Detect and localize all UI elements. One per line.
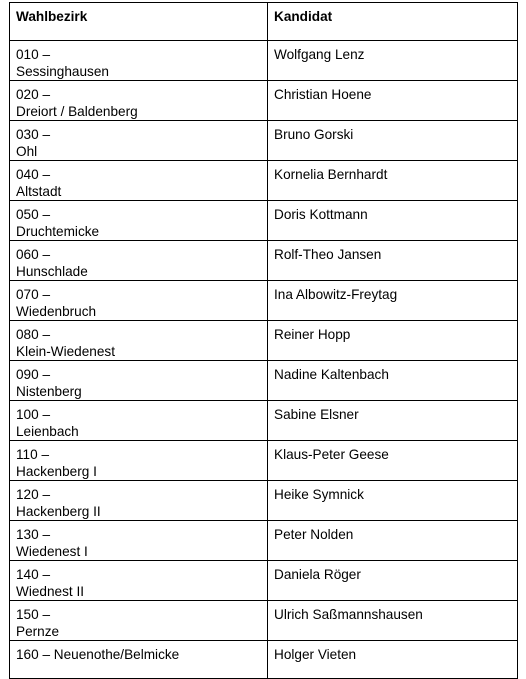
candidate-cell: Nadine Kaltenbach bbox=[268, 361, 518, 401]
candidate-table bbox=[9, 2, 518, 679]
candidate-cell: Holger Vieten bbox=[268, 641, 518, 679]
district-name: Nistenberg bbox=[16, 384, 82, 399]
district-cell bbox=[10, 241, 268, 281]
district-code: 110 – bbox=[16, 447, 50, 462]
table-row bbox=[10, 121, 518, 161]
table-row bbox=[10, 81, 518, 121]
district-code: 080 – bbox=[16, 327, 51, 342]
table-row bbox=[10, 281, 518, 321]
district-code: 040 – bbox=[16, 167, 51, 182]
table-row bbox=[10, 41, 518, 81]
district-code: 150 – bbox=[16, 607, 51, 622]
district-code: 100 – bbox=[16, 407, 51, 422]
district-name: Leienbach bbox=[16, 424, 79, 439]
table-row bbox=[10, 441, 518, 481]
table-row bbox=[10, 361, 518, 401]
candidate-cell: Ulrich Saßmannshausen bbox=[268, 601, 518, 641]
district-cell bbox=[10, 481, 268, 521]
district-cell bbox=[10, 561, 268, 601]
candidate-cell: Bruno Gorski bbox=[268, 121, 518, 161]
district-name: Ohl bbox=[16, 144, 38, 159]
district-code: 070 – bbox=[16, 287, 51, 302]
district-code: 090 – bbox=[16, 367, 51, 382]
district-name: Hunschlade bbox=[16, 264, 88, 279]
district-code: 010 – bbox=[16, 47, 51, 62]
district-name: Druchtemicke bbox=[16, 224, 100, 239]
district-cell bbox=[10, 41, 268, 81]
candidate-cell: Wolfgang Lenz bbox=[268, 41, 518, 81]
candidate-cell: Peter Nolden bbox=[268, 521, 518, 561]
district-cell bbox=[10, 201, 268, 241]
district-name: Klein-Wiedenest bbox=[16, 344, 115, 359]
district-code: 060 – bbox=[16, 247, 51, 262]
district-name: Wiedenbruch bbox=[16, 304, 97, 319]
district-cell bbox=[10, 521, 268, 561]
district-cell bbox=[10, 281, 268, 321]
candidate-cell: Kornelia Bernhardt bbox=[268, 161, 518, 201]
district-cell bbox=[10, 321, 268, 361]
candidate-cell: Klaus-Peter Geese bbox=[268, 441, 518, 481]
district-code: 140 – bbox=[16, 567, 51, 582]
district-code: 120 – bbox=[16, 487, 51, 502]
district-name: Hackenberg I bbox=[16, 464, 97, 479]
table-row bbox=[10, 521, 518, 561]
district-cell bbox=[10, 81, 268, 121]
header-wahlbezirk: Wahlbezirk bbox=[10, 3, 268, 41]
header-kandidat: Kandidat bbox=[268, 3, 518, 41]
candidate-cell: Daniela Röger bbox=[268, 561, 518, 601]
candidate-cell: Doris Kottmann bbox=[268, 201, 518, 241]
district-cell bbox=[10, 641, 268, 679]
candidate-cell: Reiner Hopp bbox=[268, 321, 518, 361]
district-cell bbox=[10, 161, 268, 201]
district-code: 030 – bbox=[16, 127, 51, 142]
district-cell bbox=[10, 121, 268, 161]
candidate-cell: Ina Albowitz-Freytag bbox=[268, 281, 518, 321]
district-cell bbox=[10, 361, 268, 401]
table-row bbox=[10, 161, 518, 201]
district-name: Wiednest II bbox=[16, 584, 84, 599]
district-cell bbox=[10, 601, 268, 641]
district-cell bbox=[10, 401, 268, 441]
table-row bbox=[10, 401, 518, 441]
table-row bbox=[10, 601, 518, 641]
district-code: 160 – Neuenothe/Belmicke bbox=[16, 647, 180, 662]
district-cell bbox=[10, 441, 268, 481]
table-row bbox=[10, 201, 518, 241]
district-name: Altstadt bbox=[16, 184, 62, 199]
district-name: Dreiort / Baldenberg bbox=[16, 104, 138, 119]
table-row bbox=[10, 641, 518, 679]
candidate-cell: Rolf-Theo Jansen bbox=[268, 241, 518, 281]
district-code: 130 – bbox=[16, 527, 51, 542]
table-row bbox=[10, 241, 518, 281]
candidate-cell: Heike Symnick bbox=[268, 481, 518, 521]
table-row bbox=[10, 321, 518, 361]
district-name: Wiedenest I bbox=[16, 544, 88, 559]
district-name: Hackenberg II bbox=[16, 504, 101, 519]
district-code: 050 – bbox=[16, 207, 51, 222]
district-name: Pernze bbox=[16, 624, 60, 639]
district-name: Sessinghausen bbox=[16, 64, 109, 79]
candidate-cell: Sabine Elsner bbox=[268, 401, 518, 441]
header-row bbox=[10, 3, 518, 41]
district-code: 020 – bbox=[16, 87, 51, 102]
candidate-cell: Christian Hoene bbox=[268, 81, 518, 121]
table-row bbox=[10, 481, 518, 521]
table-row bbox=[10, 561, 518, 601]
